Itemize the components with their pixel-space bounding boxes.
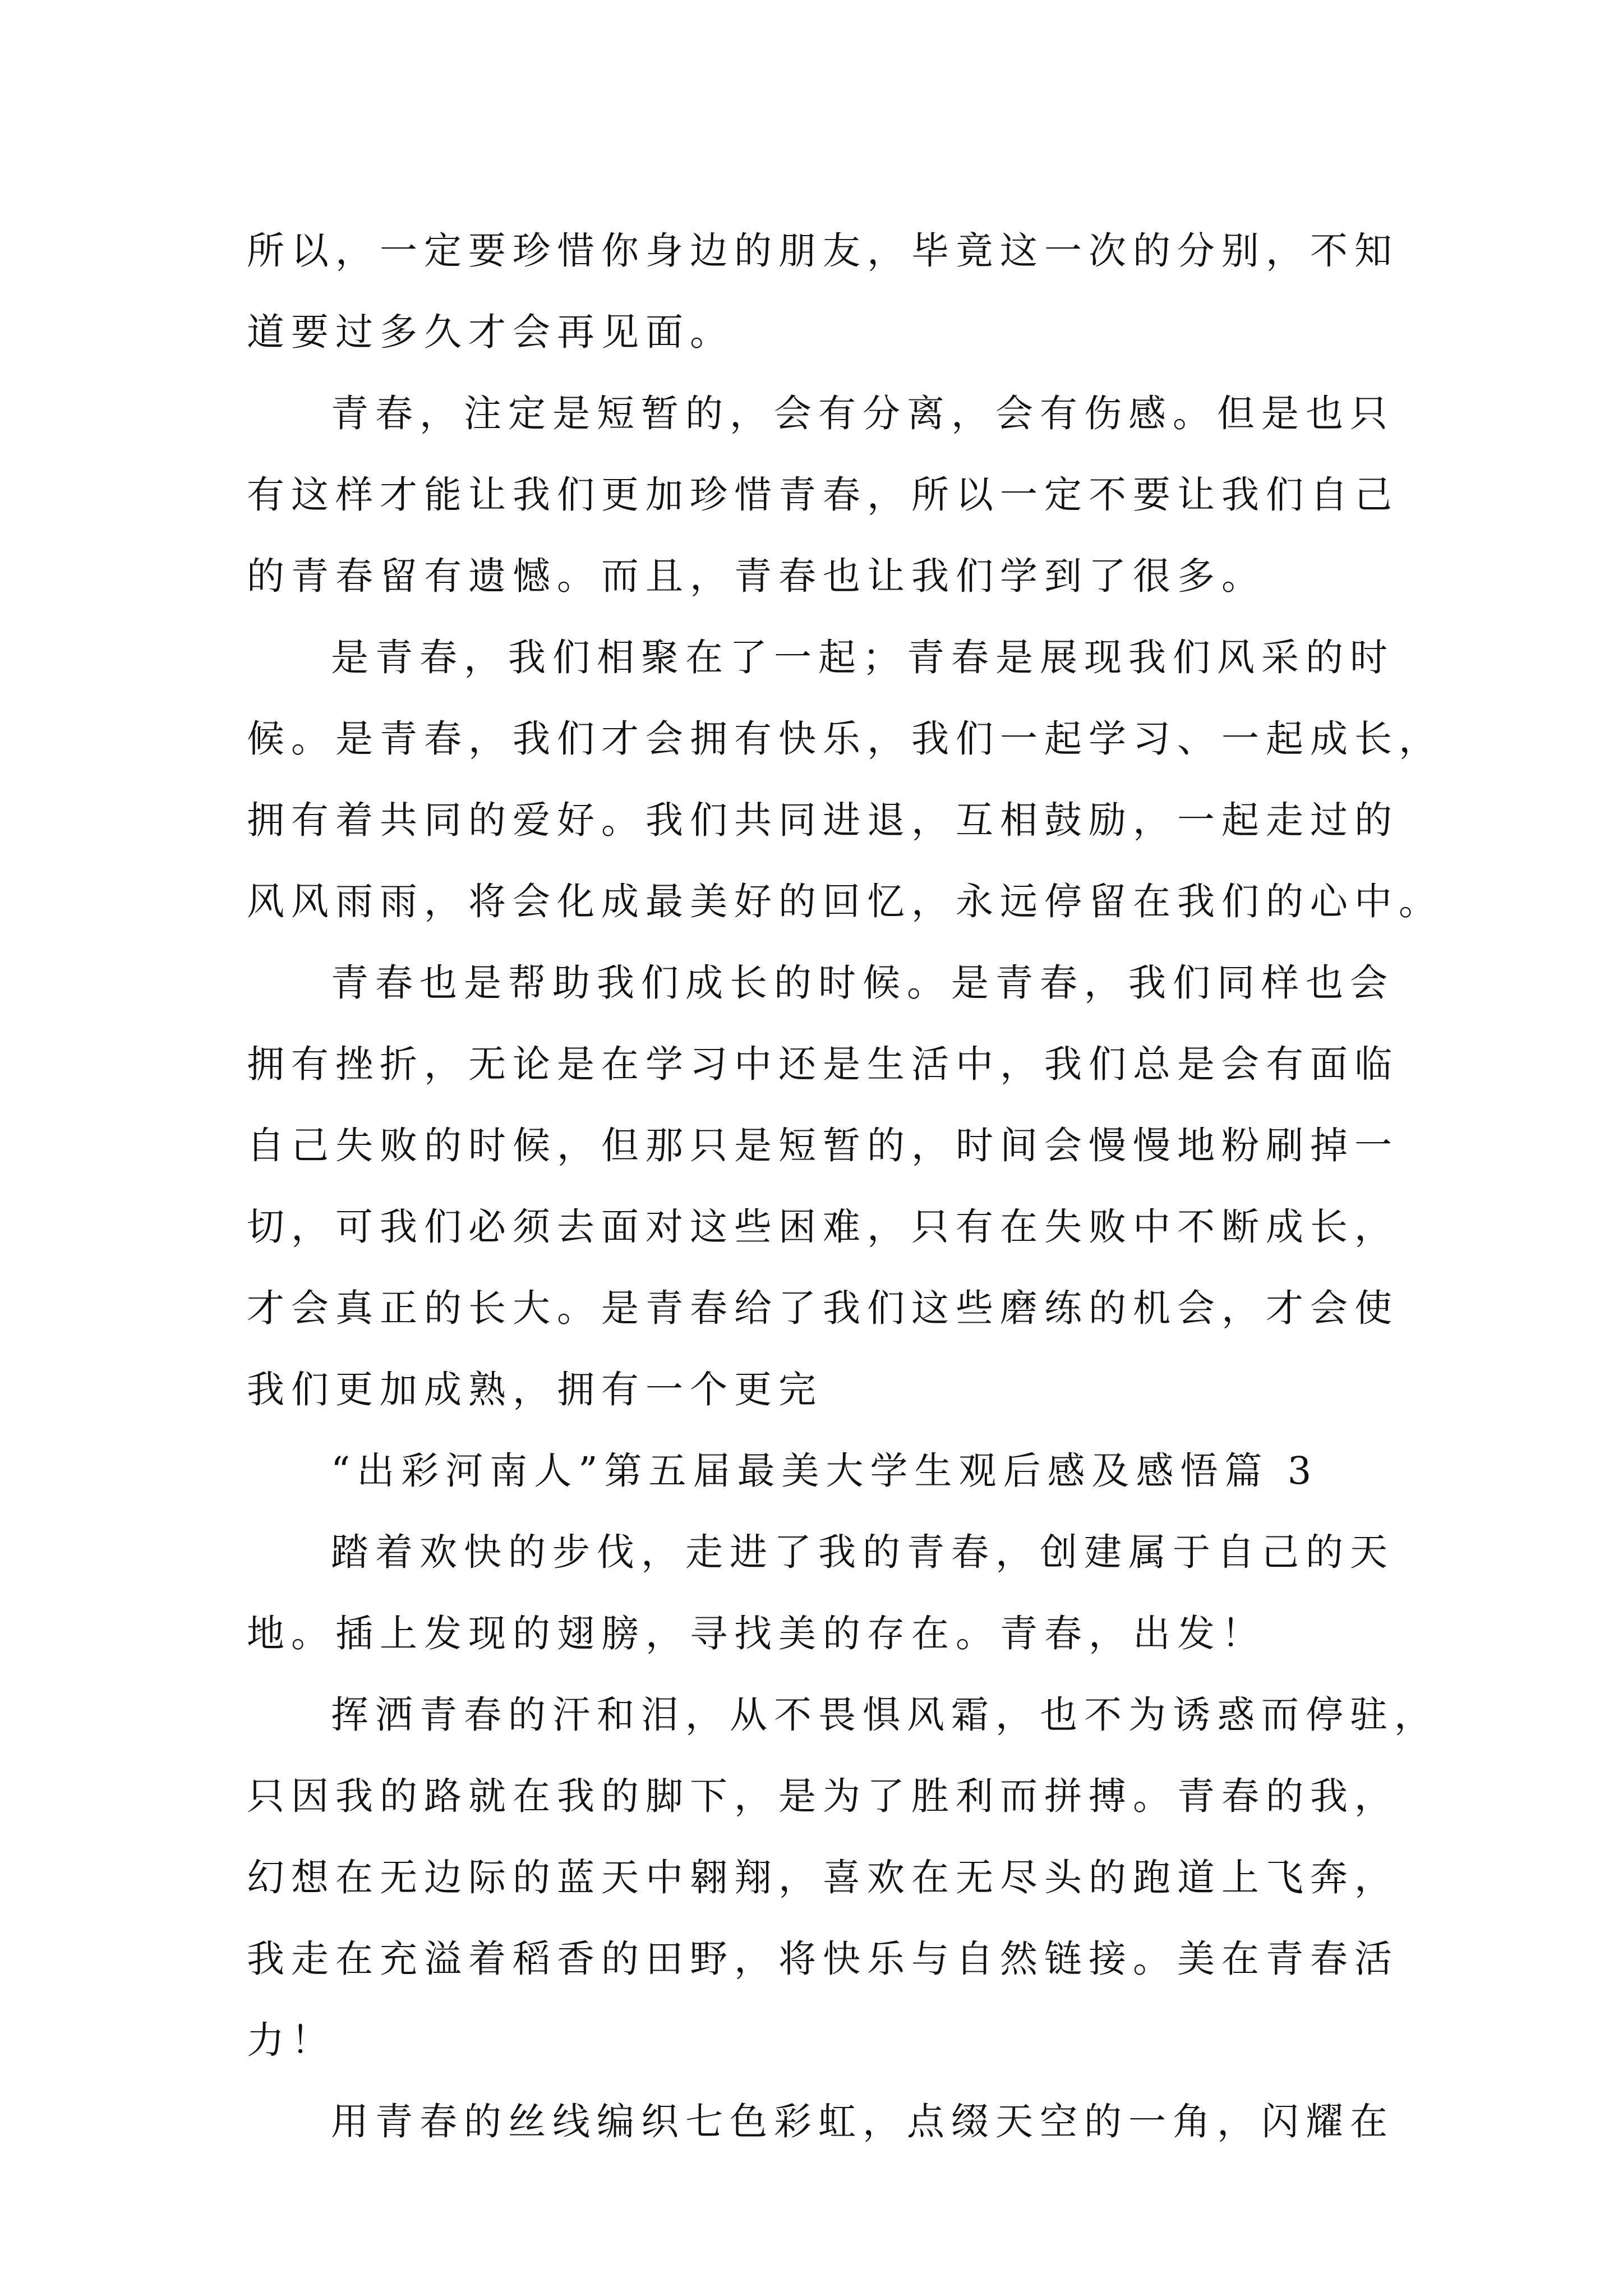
text-line: 幻想在无边际的蓝天中翱翔，喜欢在无尽头的跑道上飞奔， — [247, 1856, 1399, 1899]
paragraph-first-line: 是青春，我们相聚在了一起；青春是展现我们风采的时 — [331, 636, 1394, 679]
paragraph-first-line: 用青春的丝线编织七色彩虹，点缀天空的一角，闪耀在 — [331, 2100, 1394, 2143]
paragraph-first-line: 踏着欢快的步伐，走进了我的青春，创建属于自己的天 — [331, 1530, 1394, 1574]
text-line: 地。插上发现的翅膀，寻找美的存在。青春，出发！ — [247, 1612, 1266, 1655]
text-line: 有这样才能让我们更加珍惜青春，所以一定不要让我们自己 — [247, 473, 1399, 517]
text-line: 切，可我们必须去面对这些困难，只有在失败中不断成长， — [247, 1205, 1399, 1249]
text-line: 风风雨雨，将会化成最美好的回忆，永远停留在我们的心中。 — [247, 880, 1443, 923]
text-line: 才会真正的长大。是青春给了我们这些磨练的机会，才会使 — [247, 1286, 1399, 1330]
text-line: 的青春留有遗憾。而且，青春也让我们学到了很多。 — [247, 554, 1266, 598]
text-line: 所以，一定要珍惜你身边的朋友，毕竟这一次的分别，不知 — [247, 229, 1399, 273]
text-line: 拥有着共同的爱好。我们共同进退，互相鼓励，一起走过的 — [247, 798, 1399, 842]
section-heading: “出彩河南人”第五届最美大学生观后感及感悟篇 3 — [331, 1449, 1318, 1493]
text-line: 道要过多久才会再见面。 — [247, 310, 734, 354]
paragraph-first-line: 挥洒青春的汗和泪，从不畏惧风霜，也不为诱惑而停驻， — [331, 1693, 1438, 1737]
text-line: 我们更加成熟，拥有一个更完 — [247, 1368, 823, 1411]
text-line: 自己失败的时候，但那只是短暂的，时间会慢慢地粉刷掉一 — [247, 1124, 1399, 1167]
text-line: 力！ — [247, 2018, 335, 2062]
text-line: 拥有挫折，无论是在学习中还是生活中，我们总是会有面临 — [247, 1042, 1399, 1086]
text-line: 我走在充溢着稻香的田野，将快乐与自然链接。美在青春活 — [247, 1937, 1399, 1981]
text-line: 候。是青春，我们才会拥有快乐，我们一起学习、一起成长， — [247, 717, 1443, 761]
text-line: 只因我的路就在我的脚下，是为了胜利而拼搏。青春的我， — [247, 1774, 1399, 1818]
document-body — [247, 210, 1443, 2162]
paragraph-first-line: 青春，注定是短暂的，会有分离，会有伤感。但是也只 — [331, 392, 1394, 435]
paragraph-first-line: 青春也是帮助我们成长的时候。是青春，我们同样也会 — [331, 961, 1394, 1005]
